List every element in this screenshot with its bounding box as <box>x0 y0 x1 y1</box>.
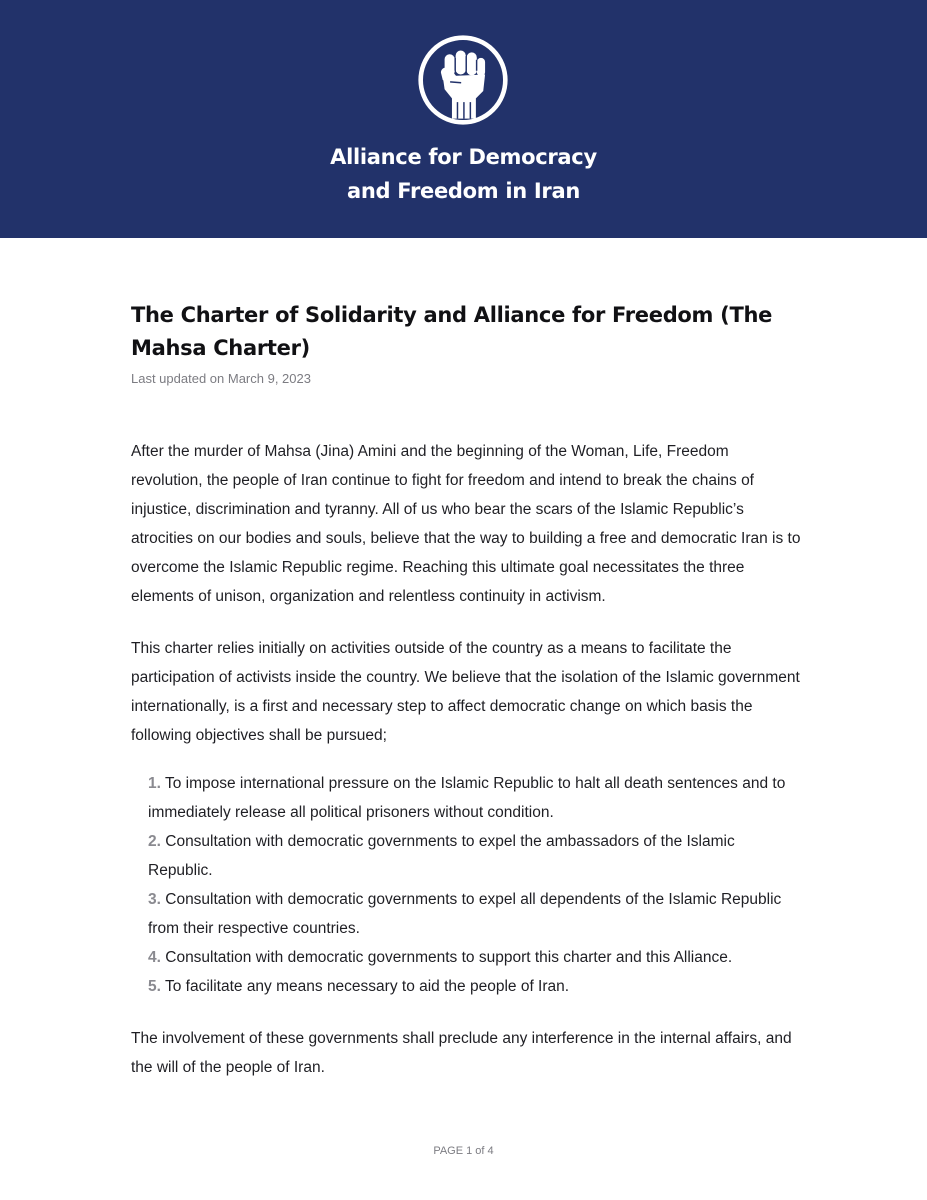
list-item-number: 5. <box>148 978 161 995</box>
charter-paragraph: This charter relies initially on activities outside of the country as a means to facilitate the participation of activists inside the country. We believe that the isolation of the Islamic government internationally, is a first and necessary step to affect democratic change on which basis the following objectives shall be pursued; <box>131 640 800 744</box>
raised-fist-icon <box>417 34 509 126</box>
list-item-number: 1. <box>148 775 161 792</box>
list-item-text: Consultation with democratic governments to expel all dependents of the Islamic Republic from their respective countries. <box>148 891 782 937</box>
list-item-number: 2. <box>148 833 161 850</box>
list-item-text: Consultation with democratic governments to expel the ambassadors of the Islamic Republic. <box>148 833 735 879</box>
list-item-number: 4. <box>148 949 161 966</box>
document-title: The Charter of Solidarity and Alliance for Freedom (The Mahsa Charter) <box>131 303 773 360</box>
objectives-list <box>148 769 798 1001</box>
list-item <box>148 972 798 1001</box>
intro-paragraph: After the murder of Mahsa (Jina) Amini and the beginning of the Woman, Life, Freedom revolution, the people of Iran continue to fight for freedom and intend to break the chains of injustice, discrimination and tyranny. All of us who bear the scars of the Islamic Republic’s atrocities on our bodies and souls, believe that the way to building a free and democratic Iran is to overcome the Islamic Republic regime. Reaching this ultimate goal necessitates the three elements of unison, organization and relentless continuity in activism. <box>131 443 801 605</box>
list-item-number: 3. <box>148 891 161 908</box>
org-name-line-2: and Freedom in Iran <box>346 179 580 203</box>
list-item <box>148 943 798 972</box>
list-item <box>148 769 798 827</box>
last-updated-date: Last updated on March 9, 2023 <box>131 371 311 386</box>
org-name-line-1: Alliance for Democracy <box>330 145 597 169</box>
list-item <box>148 827 798 885</box>
list-item-text: To facilitate any means necessary to aid the people of Iran. <box>164 978 570 995</box>
list-item <box>148 885 798 943</box>
page-number: PAGE 1 of 4 <box>433 1145 494 1157</box>
list-item-text: Consultation with democratic governments to support this charter and this Alliance. <box>165 949 733 966</box>
list-item-text: To impose international pressure on the Islamic Republic to halt all death sentences and to immediately release all political prisoners without condition. <box>148 775 786 821</box>
closing-paragraph: The involvement of these governments shall preclude any interference in the internal affairs, and the will of the people of Iran. <box>131 1030 792 1076</box>
header-banner <box>0 0 927 238</box>
